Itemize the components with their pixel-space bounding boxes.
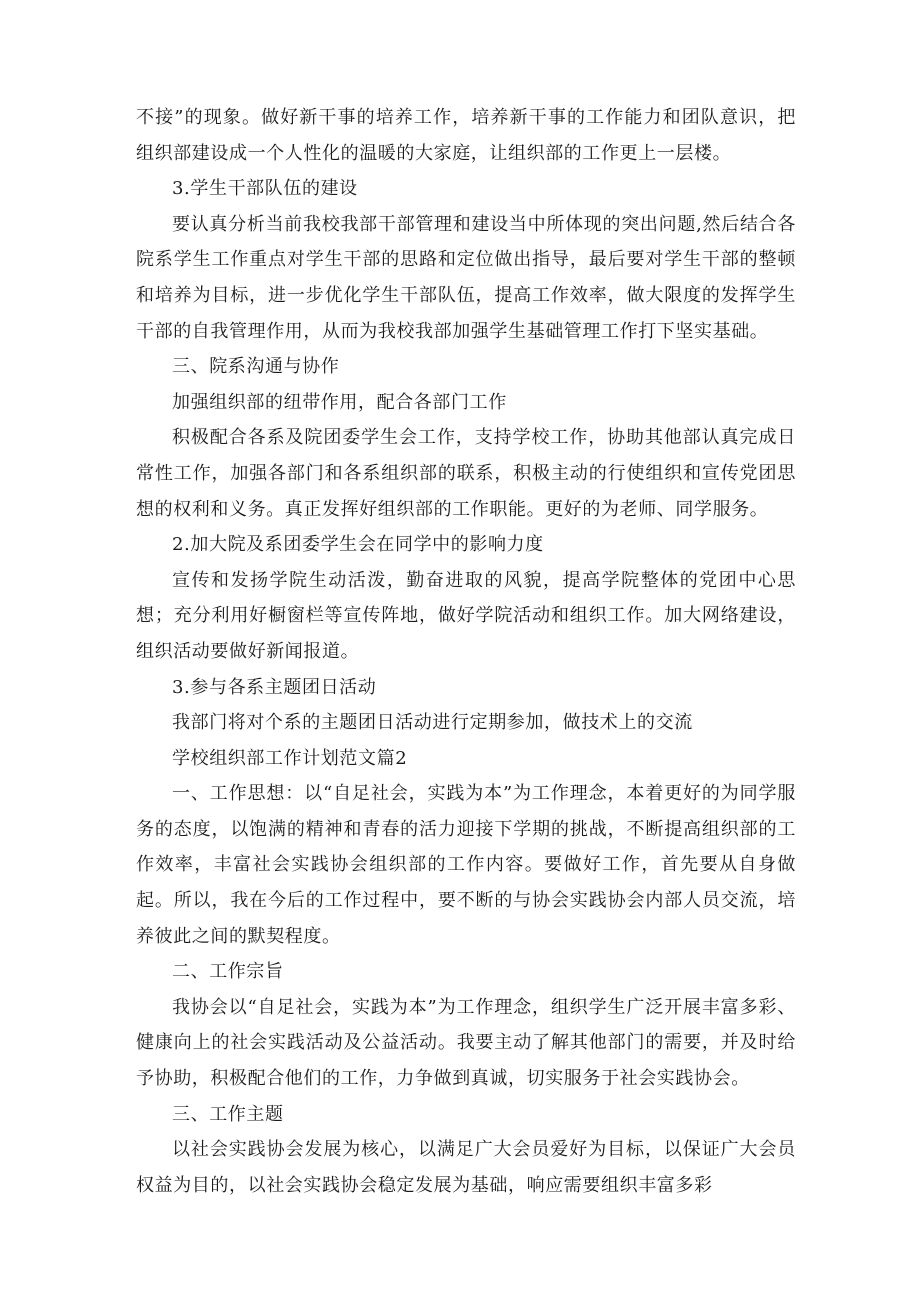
subsection-heading: 加强组织部的纽带作用，配合各部门工作	[172, 391, 507, 413]
section-heading: 三、工作主题	[172, 1103, 284, 1125]
paragraph: 一、工作思想：以“自足社会，实践为本”为工作理念，本着更好的为同学服务的态度，以饱满的精神和青春的活力迎接下学期的挑战，不断提高组织部的工作效率，丰富社会实践协会组织部的工作内容。要做好工作，首先要从自身做起。所以，我在今后的工作过程中，要不断的与协会实践协会内部人员交流，培养彼此之间的默契程度。	[136, 783, 796, 947]
paragraph: 不接”的现象。做好新干事的培养工作，培养新干事的工作能力和团队意识，把组织部建设成一个人性化的温暖的大家庭，让组织部的工作更上一层楼。	[136, 107, 796, 164]
subsection-heading: 3.参与各系主题团日活动	[172, 676, 377, 698]
paragraph: 我部门将对个系的主题团日活动进行定期参加，做技术上的交流	[172, 712, 693, 734]
paragraph: 要认真分析当前我校我部干部管理和建设当中所体现的突出问题,然后结合各院系学生工作重点对学生干部的思路和定位做出指导，最后要对学生干部的整顿和培养为目标，进一步优化学生干部队伍，提高工作效率，做大限度的发挥学生干部的自我管理作用，从而为我校我部加强学生基础管理工作打下坚实基础。	[136, 213, 796, 342]
paragraph: 积极配合各系及院团委学生会工作，支持学校工作，协助其他部认真完成日常性工作，加强各部门和各系组织部的联系，积极主动的行使组织和宣传党团思想的权利和义务。真正发挥好组织部的工作职能。更好的为老师、同学服务。	[136, 427, 796, 520]
paragraph: 宣传和发扬学院生动活泼，勤奋进取的风貌，提高学院整体的党团中心思想；充分利用好橱窗栏等宣传阵地，做好学院活动和组织工作。加大网络建设，组织活动要做好新闻报道。	[136, 569, 796, 662]
section-heading: 二、工作宗旨	[172, 961, 284, 983]
document-body	[136, 100, 796, 1203]
article-title: 学校组织部工作计划范文篇2	[172, 747, 408, 769]
section-heading: 3.学生干部队伍的建设	[172, 178, 358, 200]
subsection-heading: 2.加大院及系团委学生会在同学中的影响力度	[172, 534, 544, 556]
paragraph: 我协会以“自足社会，实践为本”为工作理念，组织学生广泛开展丰富多彩、健康向上的社会实践活动及公益活动。我要主动了解其他部门的需要，并及时给予协助，积极配合他们的工作，力争做到真诚，切实服务于社会实践协会。	[136, 996, 796, 1090]
paragraph: 以社会实践协会发展为核心，以满足广大会员爱好为目标，以保证广大会员权益为目的，以社会实践协会稳定发展为基础，响应需要组织丰富多彩	[136, 1139, 796, 1196]
section-heading: 三、院系沟通与协作	[172, 356, 340, 378]
